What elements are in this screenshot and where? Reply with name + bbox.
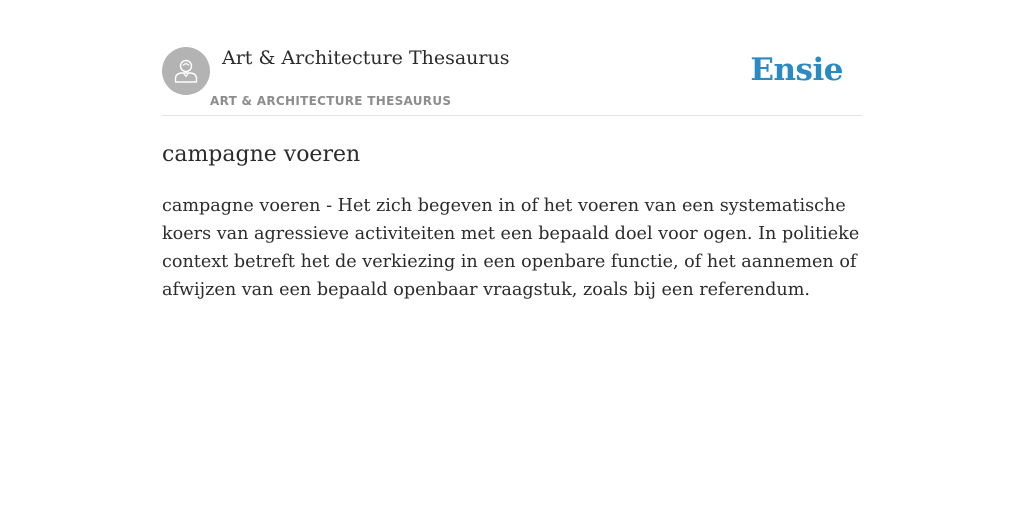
entry-title: campagne voeren bbox=[162, 142, 361, 167]
avatar[interactable] bbox=[162, 47, 210, 95]
user-icon bbox=[172, 57, 200, 85]
entry-definition: campagne voeren - Het zich begeven in of het voeren van een systematische koers van agressieve activiteiten met een bepaald doel voor ogen. In politieke context betreft het de verkiezing in een openbare functie, of het aannemen of afwijzen van een bepaald openbaar vraagstuk, zoals bij een referendum. bbox=[162, 196, 860, 300]
author-name[interactable]: Art & Architecture Thesaurus bbox=[222, 47, 510, 69]
header bbox=[162, 0, 862, 116]
ensie-logo[interactable]: Ensie bbox=[750, 52, 843, 88]
author-subtitle[interactable]: ART & ARCHITECTURE THESAURUS bbox=[210, 94, 452, 108]
